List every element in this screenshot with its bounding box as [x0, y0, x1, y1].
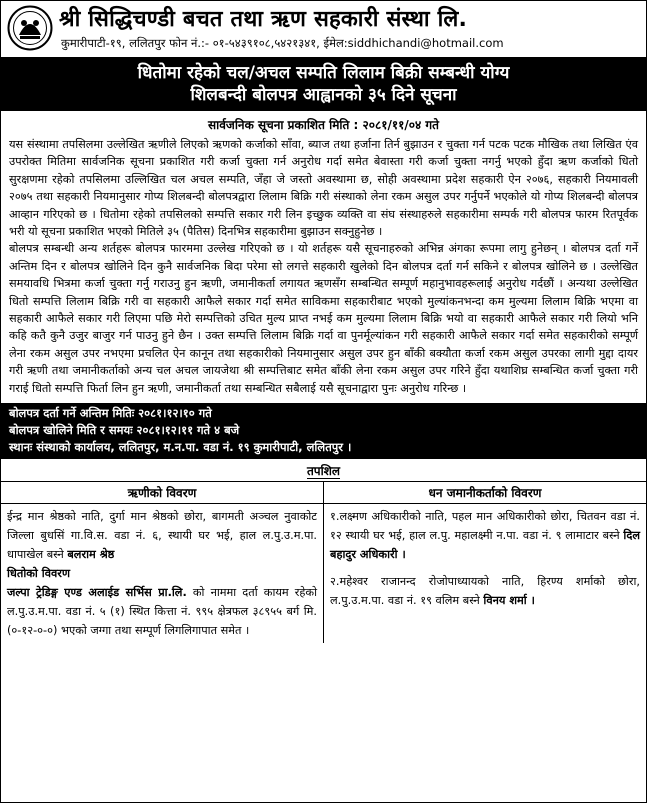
guarantor-2-name: विनय शर्मा । — [483, 594, 535, 608]
borrower-header: ऋणीको विवरण — [1, 482, 324, 504]
banner-line-2: शिलबन्दी बोलपत्र आह्वानको ३५ दिने सूचना — [190, 85, 457, 105]
guarantor-2 — [330, 572, 640, 610]
schedule-caption — [1, 459, 646, 481]
borrower-name: बलराम श्रेष्ठ — [67, 548, 115, 562]
org-contact: कुमारीपाटी-१९, ललितपुर फोन नं.:- ०१-५४३९१०८,५४२१३४१, ईमेल:siddhichandi@hotmail.com — [61, 36, 504, 50]
cooperative-logo-icon — [7, 5, 53, 51]
guarantor-1 — [330, 507, 640, 564]
notice-body — [1, 136, 646, 397]
header — [1, 1, 646, 58]
bid-info-band — [1, 403, 646, 459]
borrower-intro: ईन्द्र मान श्रेष्ठको नाति, दुर्गा मान श्रेष्ठको छोरा, बागमती अञ्चल नुवाकोट जिल्ला बुधसिं गा.वि.स. वडा नं. ६, स्थायी घर भई, हाल ल.पु.उ.म.पा. धापाखेल बस्ने — [7, 510, 317, 562]
guarantor-gap — [330, 564, 640, 572]
notice-date: सार्वजनिक सूचना प्रकाशित मिति : २०८१/११/०४ गते — [208, 118, 439, 132]
guarantor-header: धन जमानीकर्ताको विवरण — [324, 482, 647, 504]
collateral-company: जल्पा ट्रेडिङ्ग एण्ड अलाईड सर्भिस प्रा.लि. — [7, 586, 187, 600]
guarantor-cell — [324, 504, 647, 644]
banner-line-1: धितोमा रहेको चल/अचल सम्पति लिलाम बिक्री सम्बन्धी योग्य — [137, 63, 510, 83]
notice-paragraph-1: यस संस्थामा तपसिलमा उल्लेखित ऋणीले लिएको ऋणको कर्जाको साँवा, ब्याज तथा हर्जाना तिर्न बुझाउन र चुक्ता गर्न पटक पटक मौखिक तथा लिखित एंव उपरोक्त मितिमा सार्वजनिक सूचना प्रकाशित गरी कर्जा चुक्ता गर्न अनुरोध गर्दा समेत बेवास्ता गरी कर्जा चुक्ता नगर्नु भएको हुँदा ऋण कर्जाको धितो सुरक्षणमा रहेको तपसिलमा उल्लिखित चल अचल सम्पति, जँहा जे जस्तो अवस्थामा छ, सोही अवस्थामा प्रदेश सहकारी ऐन २०७६, सहकारी नियमावली २०७५ तथा सहकारी नियमानुसार गोप्य शिलबन्दी बोलपत्रद्वारा लिलाम बिक्रि गरी संस्थाको लेना रकम असुल उपर गर्नुपर्ने भएकोले यो गोप्य शिलबन्दी बोलपत्र आव्हान गरिएको छ । धितोमा रहेको तपसिलको सम्पत्ति सकार गरी लिन इच्छुक व्यक्ति वा संघ संस्थाहरुले सहकारीमा सम्पर्क गरी बोलपत्र फारम रितपूर्वक भरी यो सूचना प्रकाशित भएको मितिले ३५ (पैतिस) दिनभित्र सहकारीमा बुझाउन सक्नुहुनेछ । — [9, 138, 638, 239]
notice-paragraph-2: बोलपत्र सम्बन्धी अन्य शर्तहरू बोलपत्र फारममा उल्लेख गरिएको छ । यो शर्तहरू यसै सूचनाहरुको अभिन्न अंगका रूपमा लागु हुनेछन् । बोलपत्र दर्ता गर्ने अन्तिम दिन र बोलपत्र खोलिने दिन कुनै सार्वजनिक बिदा परेमा सो लगत्ते सहकारी खुलेको दिन बोलपत्र दर्ता गर्न सकिने र बोलपत्र खोलिने छ । उल्लेखित समयावधि भित्रमा कर्जा चुक्ता गर्नु गराउनु हुन ऋणी, जमानीकर्ता लगायत ऋणसँग सम्बन्धित सम्पूर्ण महानुभावहरूलाई अनुरोध गर्दछौं । अन्यथा उल्लेखित धितो सम्पत्ति लिलाम बिक्रि गरी वा सहकारी आफैले सकार गर्दा समेत साविकमा सहकारीबाट भएको मुल्यांकनभन्दा कम मुल्यमा लिलाम बिक्रि भएमा वा सहकारी आफैले सकार गरी लिएमा पछि मेरो सम्पत्तिको उचित मुल्य प्राप्त नभई कम मुल्यमा लिलाम बिक्रि भयो वा सहकारी आफैले सकार गरी लियो भनि कहि कतै कुनै उजुर बाजुर गर्न पाउनु हुने छैन । उक्त सम्पत्ति लिलाम बिक्रि गर्दा वा पुनर्मूल्यांकन गरी सहकारी आफैले सकार गर्दा समेत सहकारीको सम्पूर्ण लेना रकम असुल उपर नभएमा प्रचलित ऐन कानून तथा सहकारीको नियमानुसार असुल उपर हुन बाँकी बक्यौता कर्जा रकम असुल उपरका लागी मुद्दा दायर गरी ऋणी तथा जमानीकर्ताको अन्य चल अचल जायजेथा श्री सम्पत्तिबाट समेत बाँकी लेना रकम असुल उपर गरिने हुँदा यथाशिघ्र सम्बन्धित कर्जा चुक्ता गरी गराई धितो सम्पत्ति फिर्ता लिन हुन ऋणी, जमानीकर्ता तथा सम्बन्धित सबैलाई यसै सूचनाद्वारा पुनः अनुरोध गरिन्छ । — [9, 242, 638, 395]
bid-deadline: बोलपत्र दर्ता गर्ने अन्तिम मितिः २०८१।१२।१० गते — [9, 406, 212, 421]
collateral-text: को नाममा दर्ता कायम रहेको ल.पु.उ.म.पा. वडा नं. ५ (१) स्थित कित्ता नं. ९९५ क्षेत्रफल ३८९५५ बर्ग मि. (०-१२-०-०) भएको जग्गा तथा सम्पूर्ण लिगलिगापात समेत । — [7, 586, 318, 638]
notice-banner — [1, 58, 646, 111]
schedule-table — [1, 481, 646, 643]
guarantor-1-intro: १.लक्ष्मण अधिकारीको नाति, पहल मान अधिकारीको छोरा, चितवन वडा नं. १२ स्थायी घर भई, हाल ल.पु. महालक्ष्मी न.पा. वडा नं. ९ लामाटार बस्ने — [330, 510, 640, 543]
borrower-cell — [1, 504, 324, 644]
bid-venue: स्थानः संस्थाको कार्यालय, ललितपुर, म.न.पा. वडा नं. १९ कुमारीपाटी, ललितपुर । — [9, 440, 352, 455]
guarantor-2-intro: २.महेश्वर राजानन्द रोजोपाध्यायको नाति, हिरण्य शर्माको छोरा, ल.पु.उ.म.पा. वडा नं. १९ वलिम बस्ने — [330, 575, 640, 608]
guarantor-1-name: दिल बहादुर अधिकारी । — [330, 529, 640, 562]
org-name: श्री सिद्धिचण्डी बचत तथा ऋण सहकारी संस्था लि. — [59, 7, 468, 32]
bid-opening: बोलपत्र खोलिने मिति र समयः २०८१।१२।११ गते ४ बजे — [9, 423, 240, 438]
schedule-caption-text: तपशिल — [306, 464, 341, 479]
collateral-heading: धितोको विवरण — [7, 567, 71, 581]
